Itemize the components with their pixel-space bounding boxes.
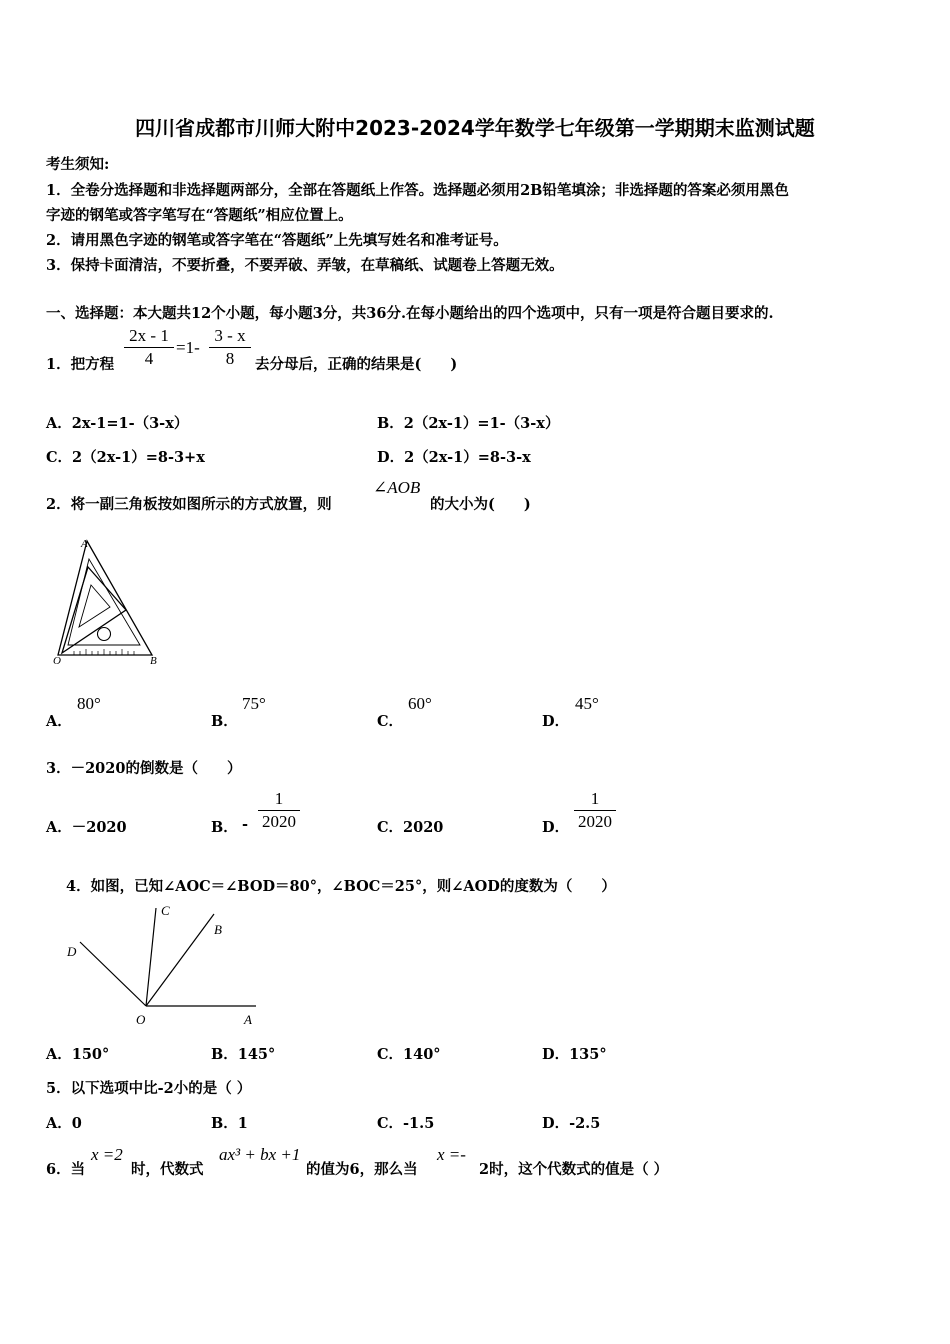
fig-label-c: C — [161, 903, 170, 918]
q4-stem: 4．如图，已知∠AOC＝∠BOD＝80°，∠BOC＝25°，则∠AOD的度数为（ ） — [66, 878, 616, 895]
q3-optb-den: 2020 — [262, 812, 296, 831]
q3-stem: 3．－2020的倒数是（ ） — [46, 760, 242, 777]
section-heading: 一、选择题：本大题共12个小题，每小题3分，共36分.在每小题给出的四个选项中，只有一项是符合题目要求的. — [46, 305, 774, 322]
q2-option-c-letter[interactable]: C． — [377, 713, 404, 730]
q6-condition-2: x =- — [437, 1145, 466, 1164]
q2-angle: ∠AOB — [373, 478, 421, 497]
q3-option-b-sign: - — [242, 816, 249, 833]
q2-option-a-letter[interactable]: A． — [46, 713, 72, 730]
q5-option-b[interactable]: B．1 — [211, 1115, 248, 1132]
notice-item: 3．保持卡面清洁，不要折叠，不要弄破、弄皱，在草稿纸、试题卷上答题无效。 — [46, 257, 564, 274]
q1-prefix: 1．把方程 — [46, 356, 115, 373]
q6-prefix: 6．当 — [46, 1161, 86, 1178]
q2-prefix: 2．将一副三角板按如图所示的方式放置，则 — [46, 496, 332, 513]
fig-label-b: B — [214, 922, 222, 937]
q6-mid-2: 的值为6，那么当 — [306, 1161, 418, 1178]
q1-fraction-2 — [209, 326, 251, 369]
q6-mid-1: 时，代数式 — [131, 1161, 204, 1178]
q5-option-a[interactable]: A．0 — [46, 1115, 82, 1132]
q1-frac2-num: 3 - x — [214, 326, 246, 345]
q1-frac1-den: 4 — [144, 349, 154, 368]
fig-label-d: D — [67, 944, 77, 959]
q3-option-b-fraction — [258, 789, 300, 832]
q4-option-c[interactable]: C．140° — [377, 1046, 441, 1063]
q4-option-b[interactable]: B．145° — [211, 1046, 276, 1063]
notice-item: 2．请用黑色字迹的钢笔或答字笔在“答题纸”上先填写姓名和准考证号。 — [46, 232, 508, 249]
q2-option-a-value: 80° — [77, 694, 101, 713]
angle-figure — [64, 902, 260, 1028]
fig-label-b: B — [150, 655, 157, 667]
q5-option-c[interactable]: C．-1.5 — [377, 1115, 435, 1132]
page-title: 四川省成都市川师大附中2023-2024学年数学七年级第一学期期末监测试题 — [135, 116, 815, 140]
q1-option-c[interactable]: C．2（2x-1）=8-3+x — [46, 449, 205, 466]
q3-optb-num: 1 — [274, 789, 284, 808]
q4-option-a[interactable]: A．150° — [46, 1046, 110, 1063]
fig-label-a: A — [244, 1012, 252, 1027]
q2-option-d-letter[interactable]: D． — [542, 713, 570, 730]
notice-item: 1．全卷分选择题和非选择题两部分，全部在答题纸上作答。选择题必须用2B铅笔填涂；非选择题的答案必须用黑色 — [46, 182, 789, 199]
notice-item: 字迹的钢笔或答字笔写在“答题纸”相应位置上。 — [46, 207, 353, 224]
q2-option-c-value: 60° — [408, 694, 432, 713]
q3-optd-num: 1 — [590, 789, 600, 808]
q1-frac2-den: 8 — [225, 349, 235, 368]
q2-option-d-value: 45° — [575, 694, 599, 713]
q3-optd-den: 2020 — [578, 812, 612, 831]
q5-stem: 5．以下选项中比-2小的是（ ） — [46, 1080, 252, 1097]
q1-suffix: 去分母后，正确的结果是( ) — [255, 356, 458, 373]
q1-frac1-num: 2x - 1 — [129, 326, 169, 345]
q1-option-d[interactable]: D．2（2x-1）=8-3-x — [377, 449, 531, 466]
fig-label-o: O — [136, 1012, 146, 1027]
q1-option-b[interactable]: B．2（2x-1）=1-（3-x） — [377, 415, 560, 432]
q2-option-b-letter[interactable]: B． — [211, 713, 238, 730]
q3-option-a[interactable]: A．－2020 — [46, 819, 127, 836]
q2-suffix: 的大小为( ) — [430, 496, 531, 513]
q1-mid: =1- — [176, 338, 200, 357]
q3-option-b-letter[interactable]: B． — [211, 819, 238, 836]
fig-label-a: A — [81, 538, 88, 550]
notice-heading: 考生须知: — [46, 156, 110, 173]
q6-suffix: 2时，这个代数式的值是（ ） — [479, 1161, 669, 1178]
q2-option-b-value: 75° — [242, 694, 266, 713]
q3-option-d-fraction — [574, 789, 616, 832]
q3-option-c[interactable]: C．2020 — [377, 819, 444, 836]
triangle-rulers-figure — [48, 533, 166, 669]
q3-option-d-letter[interactable]: D． — [542, 819, 570, 836]
q1-fraction-1 — [124, 326, 174, 369]
fig-label-o: O — [53, 655, 61, 667]
q6-expression: ax³ + bx +1 — [219, 1145, 301, 1164]
q4-option-d[interactable]: D．135° — [542, 1046, 607, 1063]
q1-option-a[interactable]: A．2x-1=1-（3-x） — [46, 415, 189, 432]
q5-option-d[interactable]: D．-2.5 — [542, 1115, 601, 1132]
q6-condition-1: x =2 — [91, 1145, 123, 1164]
